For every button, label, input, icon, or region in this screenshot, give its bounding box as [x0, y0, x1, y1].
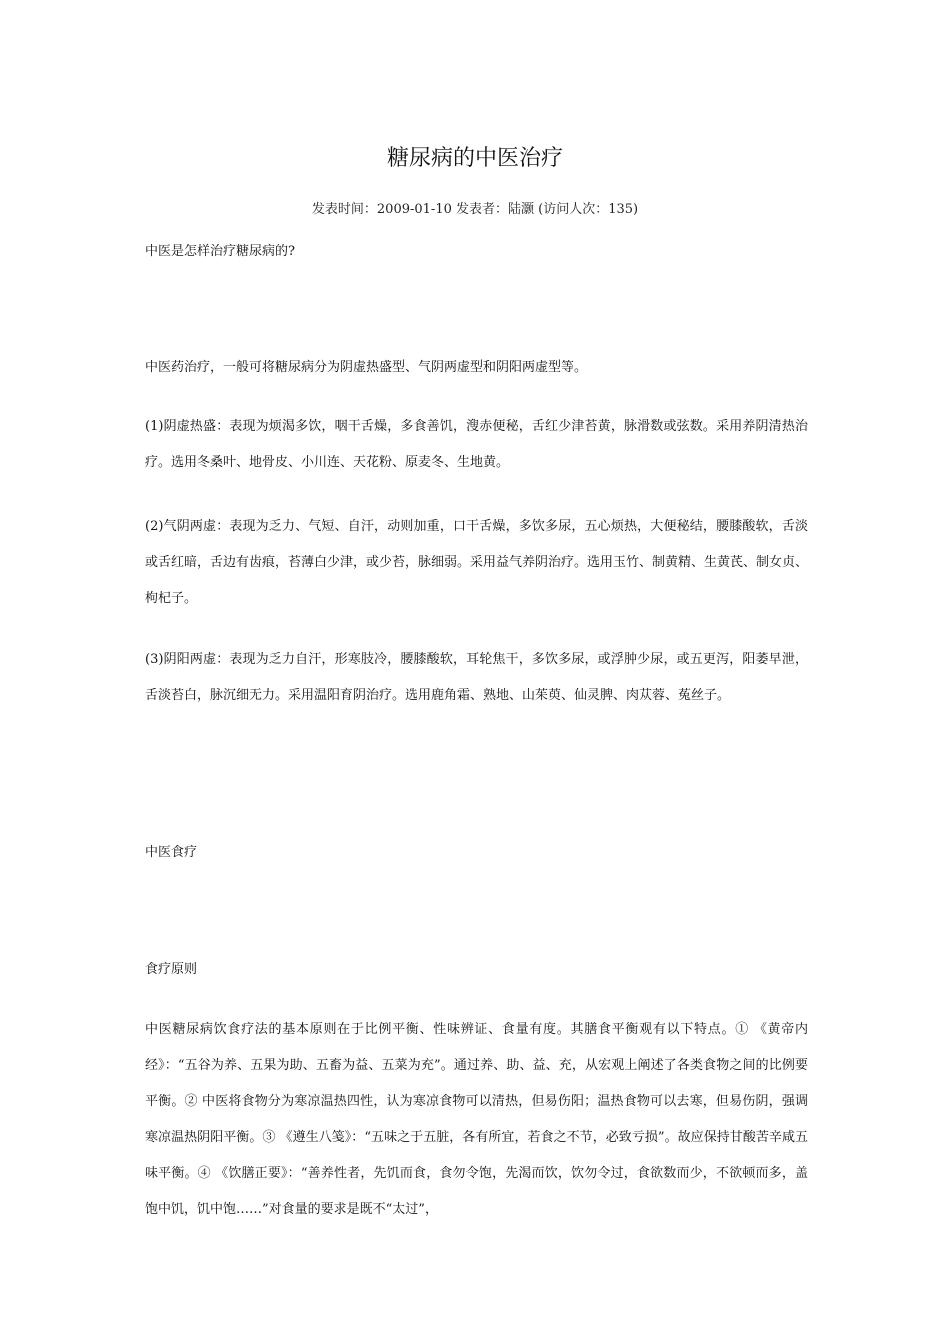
paragraph-diet-principles: 中医糖尿病饮食疗法的基本原则在于比例平衡、性味辨证、食量有度。其膳食平衡观有以下特点。① 《黄帝内经》：“五谷为养、五果为助、五畜为益、五菜为充”。通过养、助、益、充，从宏观上阐述了各类食物之间的比例要平衡。② 中医将食物分为寒凉温热四性，认为寒凉食物可以清热，但易伤阳；温热食物可以去寒，但易伤阴，强调寒凉温热阴阳平衡。③ 《遵生八笺》：“五味之于五脏，各有所宜，若食之不节，必致亏损”。故应保持甘酸苦辛咸五味平衡。④ 《饮膳正要》：“善养性者，先饥而食，食勿令饱，先渴而饮，饮勿令过，食欲数而少，不欲顿而多，盖饱中饥，饥中饱……”对食量的要求是既不“太过”，: [145, 1022, 808, 1217]
section-heading-diet-principles: 食疗原则: [145, 962, 198, 977]
publish-meta: 发表时间：2009-01-10 发表者：陆灏 (访问人次：135): [311, 202, 639, 217]
paragraph-type-1: (1)阴虚热盛：表现为烦渴多饮，咽干舌燥，多食善饥，溲赤便秘，舌红少津苔黄，脉滑数或弦数。采用养阴清热治疗。选用冬桑叶、地骨皮、小川连、天花粉、原麦冬、生地黄。: [145, 419, 808, 470]
paragraph-type-3: (3)阴阳两虚：表现为乏力自汗，形寒肢冷，腰膝酸软，耳轮焦干，多饮多尿，或浮肿少尿，或五更泻，阳萎早泄，舌淡苔白，脉沉细无力。采用温阳育阴治疗。选用鹿角霜、熟地、山茱萸、仙灵脾、肉苁蓉、菟丝子。: [145, 652, 808, 703]
page-title: 糖尿病的中医治疗: [386, 146, 563, 171]
section-heading-diet-therapy: 中医食疗: [145, 845, 198, 860]
paragraph-question: 中医是怎样治疗糖尿病的?: [145, 244, 295, 259]
paragraph-intro: 中医药治疗，一般可将糖尿病分为阴虚热盛型、气阴两虚型和阴阳两虚型等。: [145, 360, 588, 375]
paragraph-type-2: (2)气阴两虚：表现为乏力、气短、自汗，动则加重，口干舌燥，多饮多尿，五心烦热，大便秘结，腰膝酸软，舌淡或舌红暗，舌边有齿痕，苔薄白少津，或少苔，脉细弱。采用益气养阴治疗。选用玉竹、制黄精、生黄芪、制女贞、枸杞子。: [145, 519, 809, 606]
